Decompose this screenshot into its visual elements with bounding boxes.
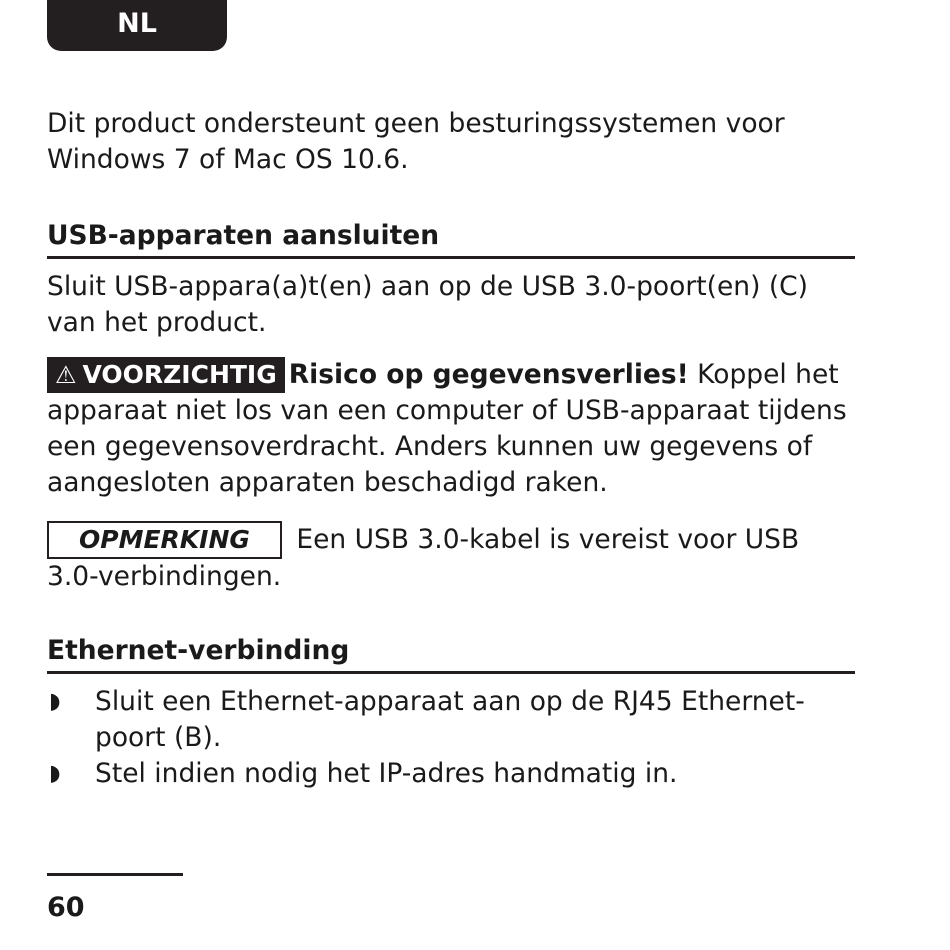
caution-bold-text: Risico op gegevensverlies! <box>288 359 689 390</box>
bullet-arrow-icon: ◗ <box>49 689 61 714</box>
intro-paragraph: Dit product ondersteunt geen besturingssystemen voor Windows 7 of Mac OS 10.6. <box>47 108 785 175</box>
list-item-text: Stel indien nodig het IP-adres handmatig in. <box>95 758 678 789</box>
note-badge: OPMERKING <box>47 521 282 559</box>
list-item <box>47 756 855 792</box>
caution-badge <box>47 357 285 393</box>
language-tab: NL <box>47 0 227 51</box>
caution-text: Koppel het apparaat niet los van een computer of USB-apparaat tijdens een gegevensoverdracht. Anders kunnen uw gegevens of aangesloten apparaten beschadigd raken. <box>47 359 847 498</box>
usb-section <box>47 218 855 595</box>
caution-label: VOORZICHTIG <box>82 360 277 389</box>
ethernet-section-heading: Ethernet-verbinding <box>47 633 855 674</box>
warning-triangle-icon: ⚠ <box>55 361 77 389</box>
page-number: 60 <box>47 892 85 923</box>
list-item <box>47 684 855 756</box>
note-text: Een USB 3.0-kabel is vereist voor USB 3.0-verbindingen. <box>47 524 800 592</box>
footer-rule <box>47 873 183 876</box>
page-content <box>47 106 855 792</box>
usb-instruction: Sluit USB-appara(a)t(en) aan op de USB 3.0-poort(en) (C) van het product. <box>47 271 809 338</box>
ethernet-section <box>47 633 855 792</box>
bullet-arrow-icon: ◗ <box>49 761 61 786</box>
caution-paragraph <box>47 357 855 501</box>
list-item-text: Sluit een Ethernet-apparaat aan op de RJ45 Ethernet-poort (B). <box>95 686 805 753</box>
note-paragraph <box>47 521 855 595</box>
ethernet-steps-list <box>47 684 855 792</box>
usb-section-heading: USB-apparaten aansluiten <box>47 218 855 259</box>
